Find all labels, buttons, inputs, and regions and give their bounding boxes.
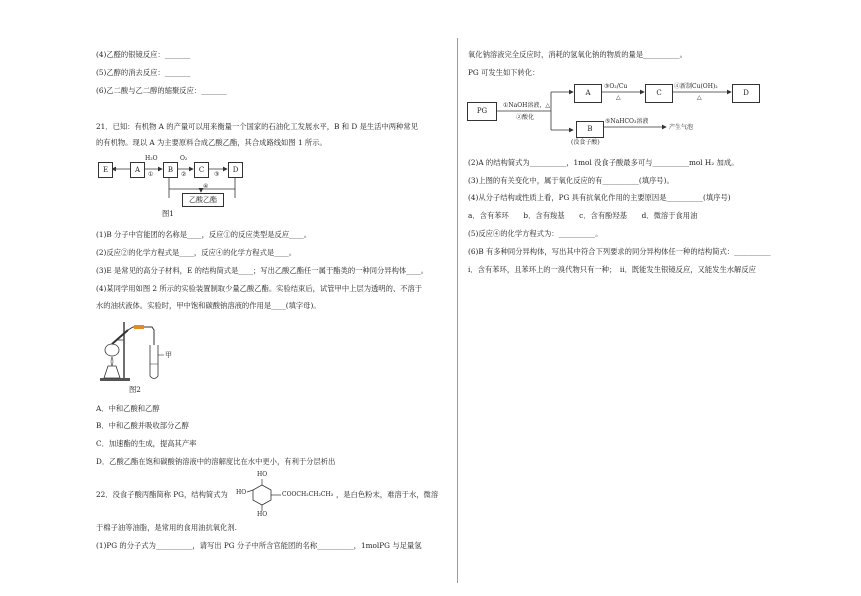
option-b: B．中和乙酸并吸收部分乙醇 xyxy=(96,421,189,430)
q22-part2: (2)A 的结构简式为__________，1mol 没食子酸最多可与__________mol H₂ 加成。 xyxy=(468,158,739,167)
option-a: A．中和乙酸和乙醇 xyxy=(96,404,160,413)
node-c: C xyxy=(645,84,673,103)
node-ethyl-acetate: 乙酸乙酯 xyxy=(182,193,224,207)
label-reagent-5: ⑤NaHCO₃溶液 xyxy=(605,118,649,125)
q22-part4-options: a．含有苯环 b．含有羧基 c．含有酚羟基 d．微溶于食用油 xyxy=(468,211,698,220)
ester-group: COOCH₂CH₂CH₃ xyxy=(282,491,334,498)
node-d: D xyxy=(228,162,243,178)
q20-line4: (4)乙醛的银镜反应：_______ xyxy=(96,50,191,59)
oh-left: HO xyxy=(236,489,247,496)
q21-part4-line2: 水的油状液体。实验时，甲中饱和碳酸钠溶液的作用是____(填字母)。 xyxy=(96,301,321,310)
label-step1: ① xyxy=(148,171,154,178)
q22-part4: (4)从分子结构或性质上看，PG 具有抗氧化作用的主要原因是__________(填序号) xyxy=(468,193,731,202)
node-e: E xyxy=(98,162,113,178)
label-reagent-2: ②酸化 xyxy=(516,114,535,121)
label-reagent-4: ④新制Cu(OH)₂ xyxy=(674,83,718,90)
q22-intro-part-a: 22．没食子酸丙酯简称 PG，结构简式为 xyxy=(96,490,228,499)
figure-2-caption: 图2 xyxy=(129,385,141,394)
q22-intro-part-b: ，是白色粉末，难溶于水，微溶 xyxy=(336,490,439,499)
label-step4: ④ xyxy=(203,183,209,190)
option-d: D．乙酸乙酯在饱和碳酸钠溶液中的溶解度比在水中更小，有利于分层析出 xyxy=(96,457,336,466)
option-c: C．加速酯的生成，提高其产率 xyxy=(96,439,197,448)
q22-part6: (6)B 有多种同分异构体，写出其中符合下列要求的同分异构体任一种的结构简式：__________ xyxy=(468,247,771,256)
node-pg: PG xyxy=(467,102,497,121)
node-c: C xyxy=(194,162,209,178)
q22-part3: (3)上图的有关变化中，属于氧化反应的有__________(填序号)。 xyxy=(468,176,674,185)
label-reagent-4-heat: △ xyxy=(697,94,702,101)
q21-part1: (1)B 分子中官能团的名称是____，反应①的反应类型是反应____。 xyxy=(96,230,312,239)
oh-bottom: HO xyxy=(257,511,268,518)
label-o2: O₂ xyxy=(180,155,188,162)
q22-part6-requirements: i．含有苯环，且苯环上的一溴代物只有一种； ii．既能发生银镜反应，又能发生水解反应 xyxy=(468,265,756,274)
label-reagent-3: ③O₂/Cu xyxy=(604,83,628,90)
oh-top: HO xyxy=(257,471,268,478)
q21-intro-line2: 的有机物。现以 A 为主要原料合成乙酸乙酯，其合成路线如图 1 所示。 xyxy=(96,138,327,147)
label-h2o: H₂O xyxy=(145,155,158,162)
q22-part1: (1)PG 的分子式为__________，请写出 PG 分子中所含官能团的名称__________，1molPG 与足量氢 xyxy=(96,541,422,550)
test-tube-label: 甲 xyxy=(165,351,172,359)
label-step2: ② xyxy=(181,171,187,178)
q20-line6: (6)乙二酸与乙二醇的缩聚反应：_______ xyxy=(96,86,227,95)
figure-1-caption: 图1 xyxy=(162,209,174,218)
q22-part1-continued: 氧化钠溶液完全反应时，消耗的氢氧化钠的物质的量是__________。 xyxy=(468,50,687,59)
q20-line5: (5)乙醇的消去反应：_______ xyxy=(96,68,191,77)
q21-part3: (3)E 是常见的高分子材料，E 的结构简式是____；写出乙酸乙酯任一属于酯类的一种同分异构体____。 xyxy=(96,266,429,275)
q21-part2: (2)反应②的化学方程式是____，反应④的化学方程式是____。 xyxy=(96,248,297,257)
q22-intro-line2: 于棉子油等油脂，是常用的食用油抗氧化剂. xyxy=(96,523,237,532)
node-a: A xyxy=(574,84,602,103)
node-d: D xyxy=(732,84,760,103)
q21-part4-line1: (4)某同学用如图 2 所示的实验装置制取少量乙酸乙酯。实验结束后，试管甲中上层为透明的、不溶于 xyxy=(96,284,423,293)
label-gallic-acid: (没食子酸) xyxy=(571,139,600,146)
label-reagent-1: ①NaOH溶液，△ xyxy=(503,102,550,109)
node-b: B xyxy=(576,121,604,138)
q22-part5: (5)反应④的化学方程式为：__________。 xyxy=(468,229,603,238)
node-a: A xyxy=(130,162,145,178)
label-reagent-3-heat: △ xyxy=(616,94,621,101)
q21-intro-line1: 21．已知：有机物 A 的产量可以用来衡量一个国家的石油化工发展水平，B 和 D 是生活中两种常见 xyxy=(96,122,418,131)
label-gas-bubbles: 产生气泡 xyxy=(669,124,694,131)
pg-transform-heading: PG 可发生如下转化： xyxy=(468,68,540,77)
label-step3: ③ xyxy=(214,171,220,178)
node-b: B xyxy=(163,162,178,178)
